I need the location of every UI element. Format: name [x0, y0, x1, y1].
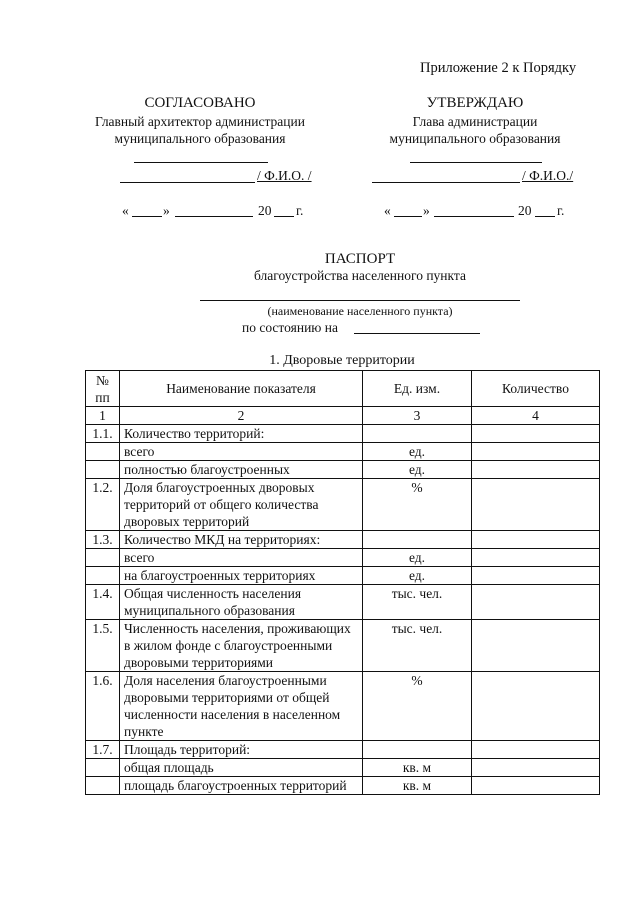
table-row: [86, 585, 600, 620]
row-num: [86, 759, 120, 777]
approval-right-line2: муниципального образования: [389, 131, 561, 146]
table-row: [86, 425, 600, 443]
passport-title: ПАСПОРТ: [324, 251, 396, 267]
row-unit: тыс. чел.: [363, 620, 472, 672]
row-name: всего: [120, 443, 363, 461]
row-unit: ед.: [363, 461, 472, 479]
appendix-label: Приложение 2 к Порядку: [420, 60, 577, 76]
table-header-row: [86, 371, 600, 407]
approval-right-line1: Глава администрации: [412, 114, 538, 129]
row-name: на благоустроенных территориях: [120, 567, 363, 585]
row-name: Площадь территорий:: [120, 741, 363, 759]
row-qty[interactable]: [472, 741, 600, 759]
name-line[interactable]: [120, 182, 255, 183]
approval-left-line2: муниципального образования: [114, 131, 286, 146]
header-name: Наименование показателя: [120, 371, 363, 407]
row-qty[interactable]: [472, 567, 600, 585]
row-qty[interactable]: [472, 672, 600, 741]
date-close-quote: »: [163, 203, 170, 218]
date-open-quote: «: [122, 203, 129, 218]
passport-subtitle: благоустройства населенного пункта: [254, 268, 466, 283]
table-row: [86, 672, 600, 741]
table-row: [86, 777, 600, 795]
approval-right-title: УТВЕРЖДАЮ: [426, 95, 524, 111]
row-unit: [363, 531, 472, 549]
header-qty: Количество: [472, 371, 600, 407]
row-num: [86, 461, 120, 479]
month-line[interactable]: [434, 216, 514, 217]
row-num: [86, 567, 120, 585]
row-name: площадь благоустроенных территорий: [120, 777, 363, 795]
fio-label: / Ф.И.О. /: [257, 168, 312, 183]
row-qty[interactable]: [472, 777, 600, 795]
row-num: 1.2.: [86, 479, 120, 531]
table-row: [86, 567, 600, 585]
row-name: Численность населения, проживающих в жилом фонде с благоустроенными дворовыми территориями: [120, 620, 363, 672]
header-unit: Ед. изм.: [363, 371, 472, 407]
table-row: [86, 741, 600, 759]
row-num: 1.4.: [86, 585, 120, 620]
row-unit: тыс. чел.: [363, 585, 472, 620]
table-row: [86, 620, 600, 672]
row-unit: кв. м: [363, 777, 472, 795]
table-row: [86, 531, 600, 549]
row-qty[interactable]: [472, 425, 600, 443]
row-num: 1.5.: [86, 620, 120, 672]
year-line[interactable]: [535, 216, 555, 217]
name-line[interactable]: [372, 182, 520, 183]
row-name: Количество МКД на территориях:: [120, 531, 363, 549]
signature-line[interactable]: [410, 162, 542, 163]
table-row: [86, 759, 600, 777]
index-cell: 4: [472, 407, 600, 425]
row-name: Количество территорий:: [120, 425, 363, 443]
table-row: [86, 549, 600, 567]
row-unit: ед.: [363, 549, 472, 567]
row-qty[interactable]: [472, 549, 600, 567]
as-of-date-line[interactable]: [354, 333, 480, 334]
fio-label: / Ф.И.О./: [522, 168, 574, 183]
row-name: Доля населения благоустроенными дворовыми территориями от общей численности населения в населенном пункте: [120, 672, 363, 741]
row-qty[interactable]: [472, 461, 600, 479]
row-qty[interactable]: [472, 443, 600, 461]
row-unit: [363, 425, 472, 443]
approval-left-line1: Главный архитектор администрации: [95, 114, 305, 129]
day-line[interactable]: [394, 216, 422, 217]
section-title: 1. Дворовые территории: [269, 353, 415, 368]
date-open-quote: «: [384, 203, 391, 218]
table-row: [86, 443, 600, 461]
row-qty[interactable]: [472, 759, 600, 777]
row-qty[interactable]: [472, 531, 600, 549]
as-of-label: по состоянию на: [242, 320, 338, 335]
approval-left-title: СОГЛАСОВАНО: [144, 95, 256, 111]
year-suffix: г.: [296, 203, 304, 218]
row-num: 1.7.: [86, 741, 120, 759]
year-line[interactable]: [274, 216, 294, 217]
table-row: [86, 461, 600, 479]
table-row: [86, 479, 600, 531]
row-name: общая площадь: [120, 759, 363, 777]
row-unit: [363, 741, 472, 759]
year-suffix: г.: [557, 203, 565, 218]
table-index-row: [86, 407, 600, 425]
row-unit: ед.: [363, 443, 472, 461]
index-cell: 3: [363, 407, 472, 425]
settlement-name-line[interactable]: [200, 300, 520, 301]
row-num: 1.1.: [86, 425, 120, 443]
row-num: [86, 549, 120, 567]
row-name: Общая численность населения муниципального образования: [120, 585, 363, 620]
row-qty[interactable]: [472, 479, 600, 531]
day-line[interactable]: [132, 216, 162, 217]
row-name: полностью благоустроенных: [120, 461, 363, 479]
settlement-name-hint: (наименование населенного пункта): [267, 304, 453, 318]
header-num: № пп: [86, 371, 120, 407]
row-num: [86, 443, 120, 461]
row-num: [86, 777, 120, 795]
row-unit: %: [363, 672, 472, 741]
month-line[interactable]: [175, 216, 253, 217]
row-name: Доля благоустроенных дворовых территорий от общего количества дворовых территорий: [120, 479, 363, 531]
row-unit: %: [363, 479, 472, 531]
date-close-quote: »: [423, 203, 430, 218]
signature-line[interactable]: [134, 162, 268, 163]
row-unit: ед.: [363, 567, 472, 585]
row-unit: кв. м: [363, 759, 472, 777]
row-num: 1.6.: [86, 672, 120, 741]
row-qty[interactable]: [472, 620, 600, 672]
index-cell: 1: [86, 407, 120, 425]
indicators-table: [85, 370, 600, 795]
row-name: всего: [120, 549, 363, 567]
year-prefix: 20: [518, 203, 532, 218]
row-num: 1.3.: [86, 531, 120, 549]
year-prefix: 20: [258, 203, 272, 218]
row-qty[interactable]: [472, 585, 600, 620]
index-cell: 2: [120, 407, 363, 425]
